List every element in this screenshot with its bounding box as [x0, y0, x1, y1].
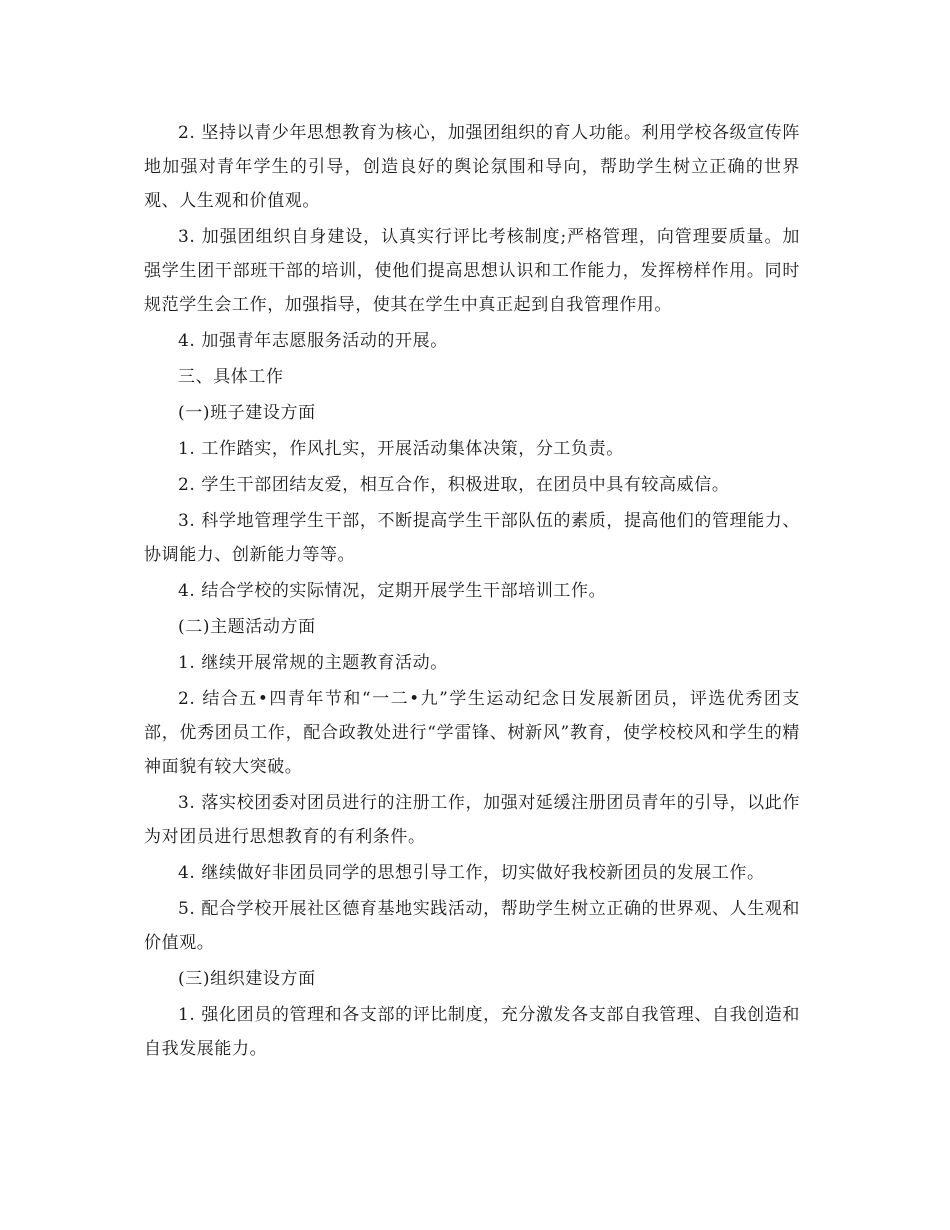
paragraph: 4. 继续做好非团员同学的思想引导工作，切实做好我校新团员的发展工作。 — [178, 863, 765, 883]
paragraph: 2. 坚持以青少年思想教育为核心，加强团组织的育人功能。利用学校各级宣传阵地加强对青年学生的引导，创造良好的舆论氛围和导向，帮助学生树立正确的世界观、人生观和价值观。 — [144, 123, 800, 211]
paragraph: 1. 工作踏实，作风扎实，开展活动集体决策，分工负责。 — [178, 439, 624, 459]
paragraph: 5. 配合学校开展社区德育基地实践活动，帮助学生树立正确的世界观、人生观和价值观。 — [144, 899, 800, 953]
paragraph: 4. 结合学校的实际情况，定期开展学生干部培训工作。 — [178, 581, 607, 601]
subsection-heading: (一)班子建设方面 — [178, 403, 316, 423]
paragraph: 3. 加强团组织自身建设，认真实行评比考核制度;严格管理，向管理要质量。加强学生团干部班干部的培训，使他们提高思想认识和工作能力，发挥榜样作用。同时规范学生会工作，加强指导，使其在学生中真正起到自我管理作用。 — [144, 227, 800, 315]
subsection-heading: (三)组织建设方面 — [178, 969, 316, 989]
paragraph: 1. 强化团员的管理和各支部的评比制度，充分激发各支部自我管理、自我创造和自我发展能力。 — [144, 1005, 800, 1059]
paragraph: 1. 继续开展常规的主题教育活动。 — [178, 653, 448, 673]
paragraph: 3. 落实校团委对团员进行的注册工作，加强对延缓注册团员青年的引导，以此作为对团员进行思想教育的有利条件。 — [144, 793, 800, 847]
subsection-heading: (二)主题活动方面 — [178, 617, 316, 637]
paragraph: 2. 结合五•四青年节和“一二•九”学生运动纪念日发展新团员，评选优秀团支部，优秀团员工作，配合政教处进行“学雷锋、树新风”教育，使学校校风和学生的精神面貌有较大突破。 — [144, 689, 800, 777]
section-heading: 三、具体工作 — [178, 367, 284, 387]
paragraph: 4. 加强青年志愿服务活动的开展。 — [178, 331, 448, 351]
document-body — [144, 116, 800, 1068]
paragraph: 2. 学生干部团结友爱，相互合作，积极进取，在团员中具有较高威信。 — [178, 475, 730, 495]
paragraph: 3. 科学地管理学生干部，不断提高学生干部队伍的素质，提高他们的管理能力、协调能力、创新能力等等。 — [144, 511, 800, 565]
